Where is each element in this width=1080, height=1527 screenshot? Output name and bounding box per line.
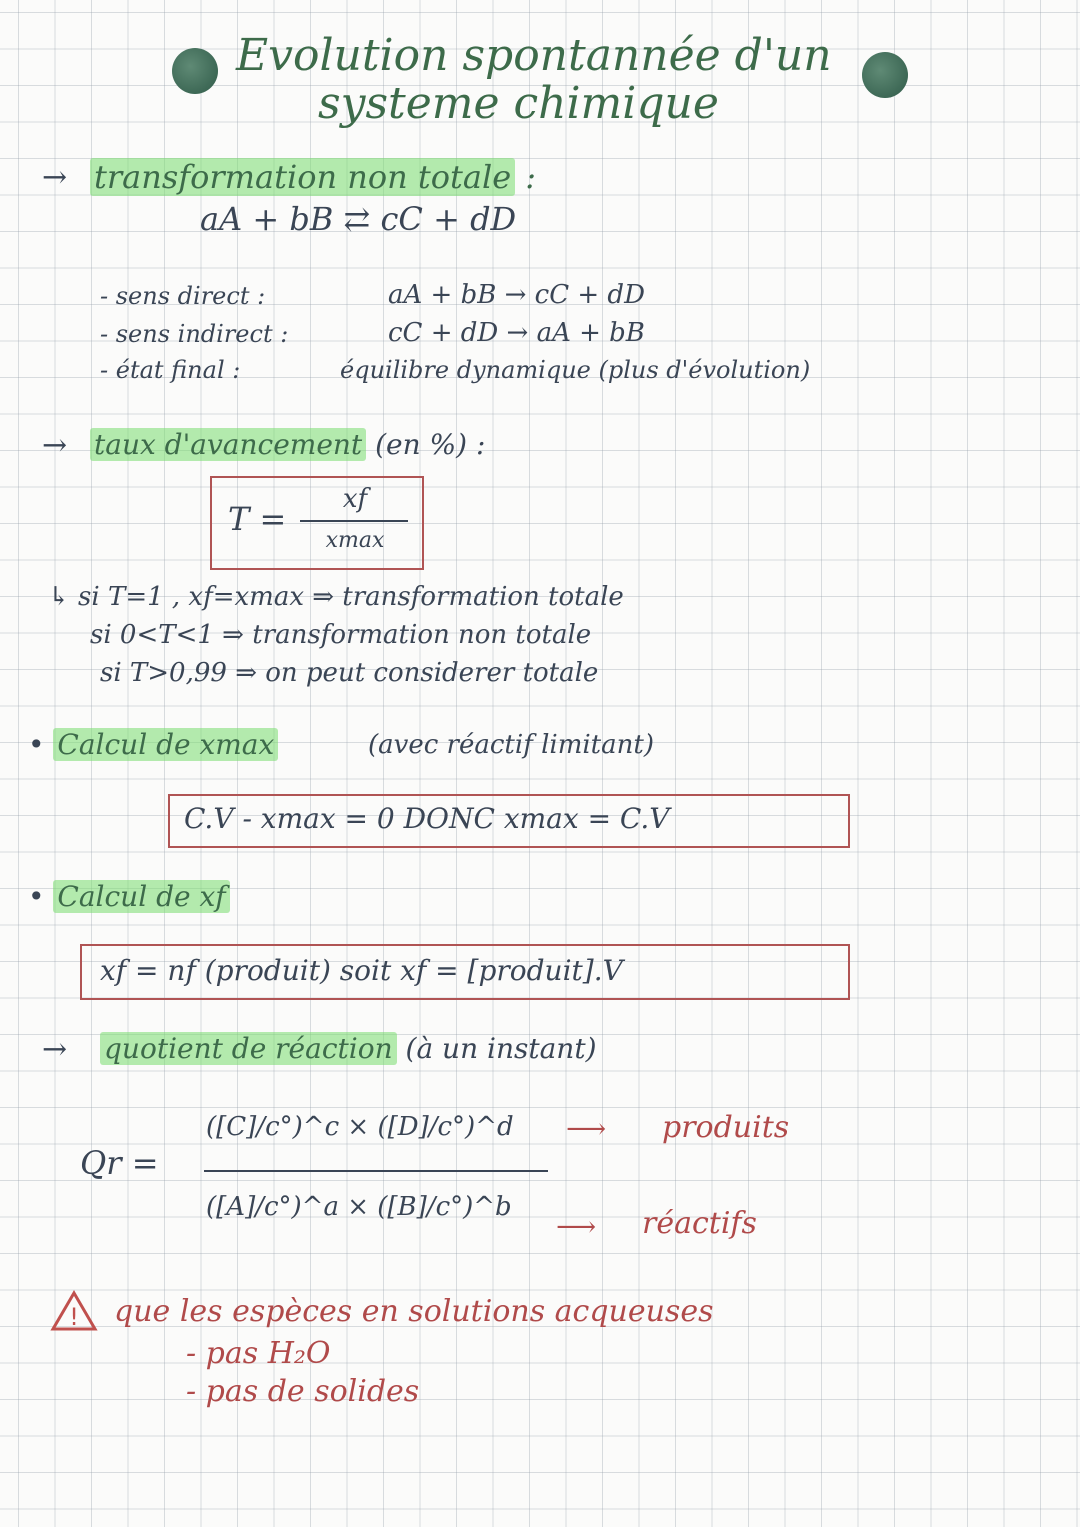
section1-arrow: → <box>42 160 68 195</box>
taux-case-2: si 0<T<1 ⇒ transformation non totale <box>90 620 592 650</box>
qr-fraction-line <box>204 1170 548 1172</box>
qr-numerator: ([C]/c°)^c × ([D]/c°)^d <box>206 1112 514 1142</box>
taux-case-1: ↳ si T=1 , xf=xmax ⇒ transformation totale <box>48 582 624 612</box>
section3-heading <box>28 728 278 761</box>
section1-equation: aA + bB ⇄ cC + dD <box>200 200 517 238</box>
sens-indirect-value: cC + dD → aA + bB <box>388 318 645 348</box>
section4-heading-text: Calcul de xf <box>53 880 229 913</box>
section1-colon: : <box>525 158 537 196</box>
section4-bullet: • <box>28 880 45 913</box>
reactifs-label: réactifs <box>642 1206 757 1241</box>
produits-label: produits <box>662 1110 790 1145</box>
warning-item-1: - pas H₂O <box>186 1336 331 1371</box>
section5-arrow: → <box>42 1032 68 1067</box>
title-line-2: systeme chimique <box>318 78 719 129</box>
etat-final-label: - état final : <box>100 356 241 384</box>
section5-heading <box>100 1032 597 1065</box>
section5-heading-text: quotient de réaction <box>100 1032 397 1065</box>
warning-icon <box>50 1290 98 1336</box>
sens-indirect-label: - sens indirect : <box>100 320 289 348</box>
sens-direct-label: - sens direct : <box>100 282 266 310</box>
section3-note: (avec réactif limitant) <box>368 730 654 760</box>
title-dot-right-icon <box>862 52 908 98</box>
section2-suffix: (en %) : <box>375 428 486 461</box>
section2-heading <box>90 428 485 461</box>
etat-final-value: équilibre dynamique (plus d'évolution) <box>340 356 811 384</box>
section3-bullet: • <box>28 728 45 761</box>
section3-heading-text: Calcul de xmax <box>53 728 278 761</box>
qr-denominator: ([A]/c°)^a × ([B]/c°)^b <box>206 1192 512 1222</box>
section2-arrow: → <box>42 428 68 463</box>
taux-formula-lhs: T = <box>228 500 287 538</box>
section1-heading <box>90 158 536 196</box>
title-line-1: Evolution spontannée d'un <box>236 30 832 81</box>
section5-suffix: (à un instant) <box>405 1032 597 1065</box>
xmax-formula: C.V - xmax = 0 DONC xmax = C.V <box>184 802 670 835</box>
produits-arrow-icon: ⟶ <box>566 1112 607 1145</box>
taux-formula-fraction-line <box>300 520 408 522</box>
qr-lhs: Qr = <box>80 1144 159 1182</box>
taux-formula-den: xmax <box>325 528 385 553</box>
taux-formula-num: xf <box>342 484 368 514</box>
taux-case-3: si T>0,99 ⇒ on peut considerer totale <box>100 658 599 688</box>
section4-heading <box>28 880 230 913</box>
warning-text: que les espèces en solutions acqueuses <box>114 1294 714 1329</box>
title-dot-left-icon <box>172 48 218 94</box>
reactifs-arrow-icon: ⟶ <box>556 1210 597 1243</box>
section2-heading-text: taux d'avancement <box>90 428 366 461</box>
sens-direct-value: aA + bB → cC + dD <box>388 280 645 310</box>
xf-formula: xf = nf (produit) soit xf = [produit].V <box>100 954 623 987</box>
svg-text:!: ! <box>69 1303 79 1331</box>
warning-item-2: - pas de solides <box>186 1374 420 1409</box>
section1-heading-text: transformation non totale <box>90 158 515 196</box>
